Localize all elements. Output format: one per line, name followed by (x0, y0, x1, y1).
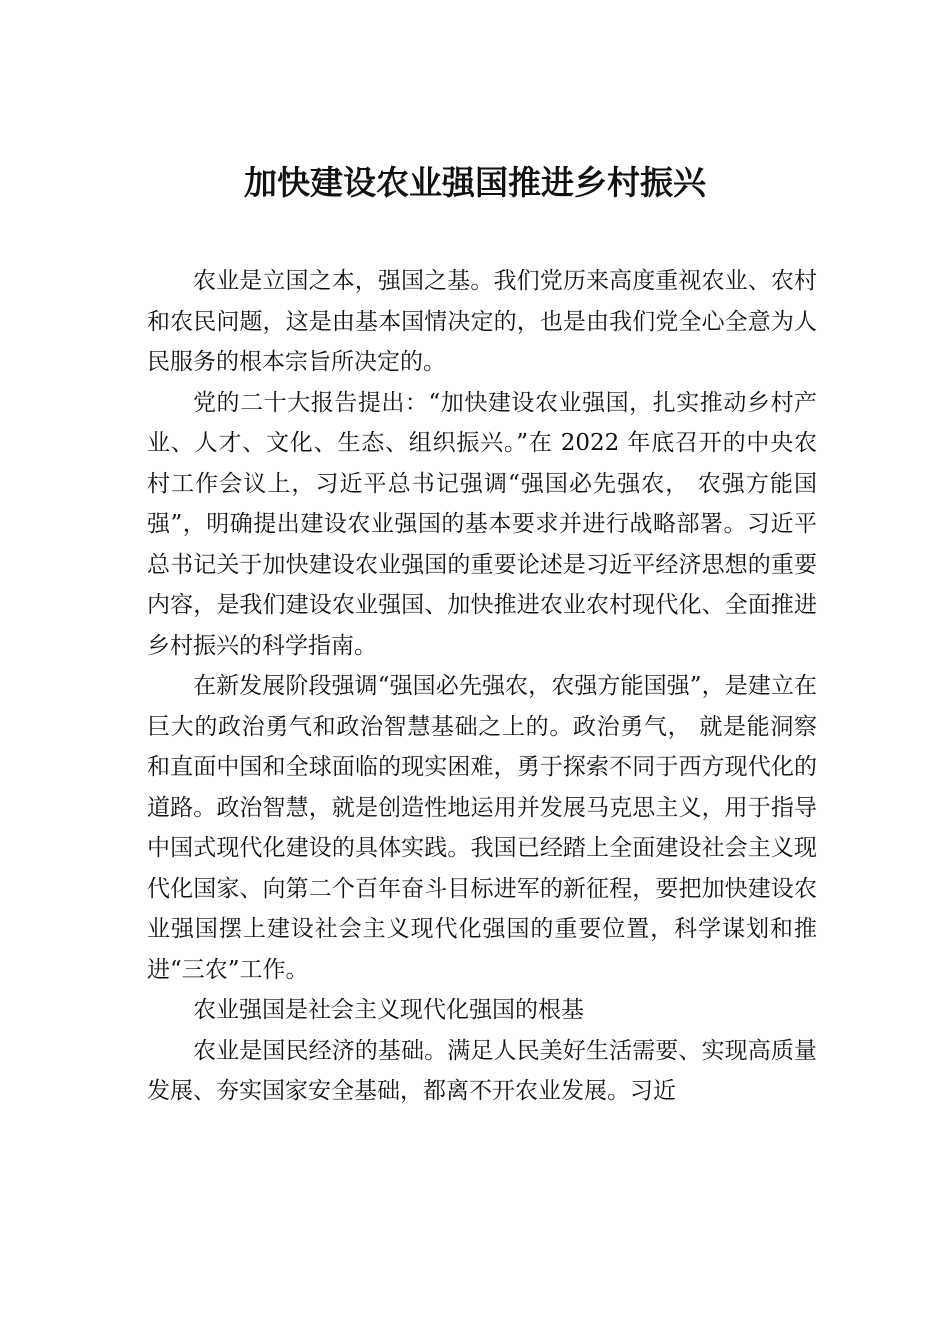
document-title: 加快建设农业强国推进乡村振兴 (244, 163, 706, 202)
paragraph-4: 农业是国民经济的基础。满足人民美好生活需要、实现高质量发展、夯实国家安全基础，都离不开农业发展。习近 (147, 1037, 817, 1104)
paragraph-3: 在新发展阶段强调“强国必先强农，农强方能国强”，是建立在巨大的政治勇气和政治智慧基础之上的。政治勇气， 就是能洞察和直面中国和全球面临的现实困难，勇于探索不同于西方现代化的道路。政治智慧，就是创造性地运用并发展马克思主义，用于指导中国式现代化建设的具体实践。我国已经踏上全面建设社会主义现代化国家、向第二个百年奋斗目标进军的新征程，要把加快建设农业强国摆上建设社会主义现代化强国的重要位置，科学谋划和推进“三农”工作。 (147, 673, 817, 983)
document-body (147, 261, 817, 1112)
section-heading: 农业强国是社会主义现代化强国的根基 (193, 997, 584, 1023)
paragraph-1: 农业是立国之本，强国之基。我们党历来高度重视农业、农村和农民问题，这是由基本国情决定的，也是由我们党全心全意为人民服务的根本宗旨所决定的。 (147, 268, 817, 375)
paragraph-2: 党的二十大报告提出：“加快建设农业强国，扎实推动乡村产业、人才、文化、生态、组织振兴。”在 2022 年底召开的中央农村工作会议上，习近平总书记强调“强国必先强农， 农强方能国强”，明确提出建设农业强国的基本要求并进行战略部署。习近平总书记关于加快建设农业强国的重要论述是习近平经济思想的重要内容，是我们建设农业强国、加快推进农业农村现代化、全面推进乡村振兴的科学指南。 (147, 389, 817, 659)
